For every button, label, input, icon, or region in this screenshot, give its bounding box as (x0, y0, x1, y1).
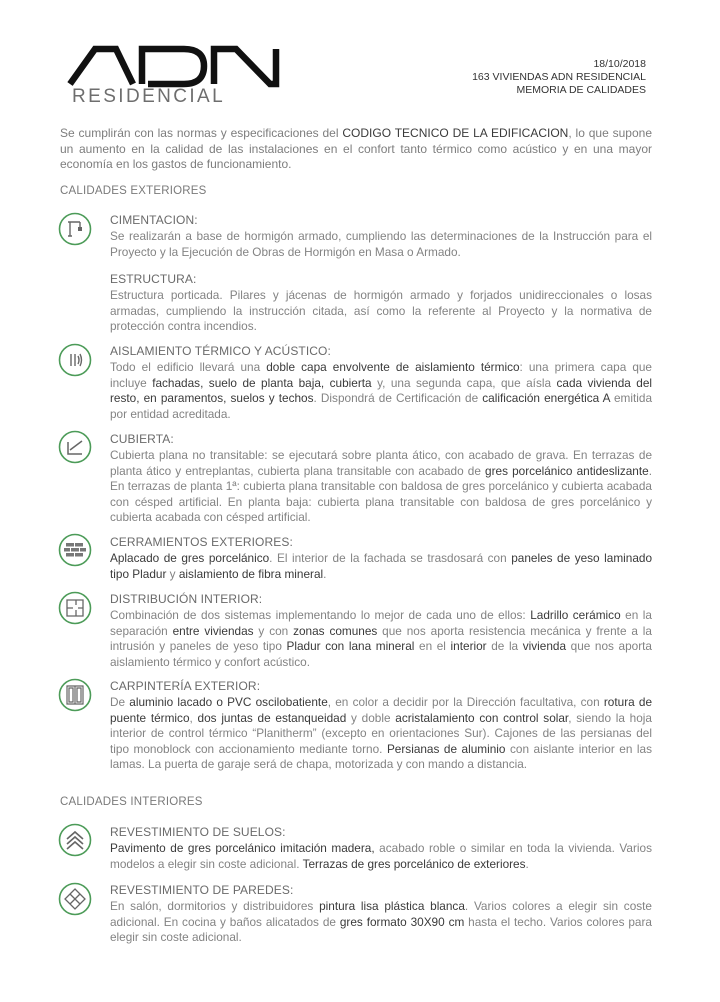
carpinteria-block (110, 679, 652, 772)
aislamiento-text: Todo el edificio llevará una doble capa envolvente de aislamiento térmico: una primera capa que incluye fachadas, suelo de planta baja, cubierta y, una segunda capa, que aísla cada vivienda del resto, en paramentos, suelos y techos. Dispondrá de Certificación de calificación energética A emitida por entidad acreditada. (110, 360, 653, 421)
cubierta-title: CUBIERTA: (110, 432, 174, 446)
cubierta-block (110, 432, 652, 525)
carpinteria-text: De aluminio lacado o PVC oscilobatiente, en color a decidir por la Dirección facultativa, con rotura de puente térmico, dos juntas de estanqueidad y doble acristalamiento con control solar, siendo la hoja interior de control térmico “Planitherm” (excepto en orientaciones Sur). Cajones de las persianas del tipo monoblock con accionamiento mediante torno. Persianas de aluminio con aislante interior en las lamas. La puerta de garaje será de chapa, motorizada y con mando a distancia. (110, 695, 653, 772)
distribucion-block (110, 592, 652, 670)
header-doc-title: MEMORIA DE CALIDADES (516, 84, 646, 96)
suelos-text: Pavimento de gres porcelánico imitación madera, acabado roble o similar en toda la vivienda. Varios modelos a elegir sin coste adicional. Terrazas de gres porcelánico de exteriores. (110, 841, 652, 871)
window-icon (58, 678, 92, 712)
brick-wall-icon (58, 533, 92, 567)
paredes-title: REVESTIMIENTO DE PAREDES: (110, 883, 294, 897)
document-header (472, 58, 646, 97)
logo-subtitle: RESIDENCIAL (72, 86, 226, 107)
estructura-text: Estructura porticada. Pilares y jácenas de hormigón armado y forjados unidireccionales o losas armadas, cumpliendo la instrucción citada, así como la referente al Proyecto y la normativa de protección contra incendios. (110, 288, 652, 334)
suelos-title: REVESTIMIENTO DE SUELOS: (110, 825, 286, 839)
aislamiento-block (110, 344, 652, 422)
section-calidades-interiores: CALIDADES INTERIORES (60, 796, 203, 808)
aislamiento-title: AISLAMIENTO TÉRMICO Y ACÚSTICO: (110, 344, 331, 358)
floor-plan-icon (58, 591, 92, 625)
distribucion-title: DISTRIBUCIÓN INTERIOR: (110, 592, 263, 606)
carpinteria-title: CARPINTERÍA EXTERIOR: (110, 679, 261, 693)
paredes-block (110, 883, 652, 946)
intro-paragraph: Se cumplirán con las normas y especificaciones del CODIGO TECNICO DE LA EDIFICACION, lo que supone un aumento en la calidad de las instalaciones en el confort tanto térmico como acústico y en una mayor economía en los gastos de funcionamiento. (60, 126, 652, 171)
header-date: 18/10/2018 (593, 58, 646, 70)
estructura-block (110, 272, 652, 335)
cerramientos-title: CERRAMIENTOS EXTERIORES: (110, 535, 293, 549)
suelos-block (110, 825, 652, 872)
cubierta-text: Cubierta plana no transitable: se ejecutará sobre planta ático, con acabado de grava. En terrazas de planta ático y entreplantas, cubierta plana transitable con acabado de gres porcelánico antideslizante. En terrazas de planta 1ª: cubierta plana transitable con baldosa de gres porcelánico y cubierta acabada con césped artificial. En planta baja: cubierta plana transitable con baldosa de gres porcelánico y cubierta acabada con césped artificial. (110, 448, 652, 525)
insulation-icon (58, 343, 92, 377)
cimentacion-text: Se realizarán a base de hormigón armado, cumpliendo las determinaciones de la Instrucción para el Proyecto y la Ejecución de Obras de Hormigón en Masa o Armado. (110, 229, 652, 259)
cimentacion-title: CIMENTACION: (110, 213, 198, 227)
roof-icon (58, 430, 92, 464)
paredes-text: En salón, dormitorios y distribuidores pintura lisa plástica blanca. Varios colores a elegir sin coste adicional. En cocina y baños alicatados de gres formato 30X90 cm hasta el techo. Varios colores para elegir sin coste adicional. (110, 899, 652, 945)
section-calidades-exteriores: CALIDADES EXTERIORES (60, 185, 207, 197)
header-project: 163 VIVIENDAS ADN RESIDENCIAL (472, 71, 646, 83)
cimentacion-block (110, 213, 652, 260)
wall-tiles-icon (58, 882, 92, 916)
cerramientos-block (110, 535, 652, 582)
foundation-icon (58, 212, 92, 246)
logo-adn-mark (66, 44, 282, 88)
distribucion-text: Combinación de dos sistemas implementando lo mejor de cada uno de ellos: Ladrillo cerámico en la separación entre viviendas y con zonas comunes que nos aporta resistencia mecánica y frente a la intrusión y paneles de yeso tipo Pladur con lana mineral en el interior de la vivienda que nos aporta aislamiento térmico y confort acústico. (110, 608, 652, 669)
cerramientos-text: Aplacado de gres porcelánico. El interior de la fachada se trasdosará con paneles de yeso laminado tipo Pladur y aislamiento de fibra mineral. (110, 551, 653, 581)
floor-tiles-icon (58, 823, 92, 857)
estructura-title: ESTRUCTURA: (110, 272, 197, 286)
